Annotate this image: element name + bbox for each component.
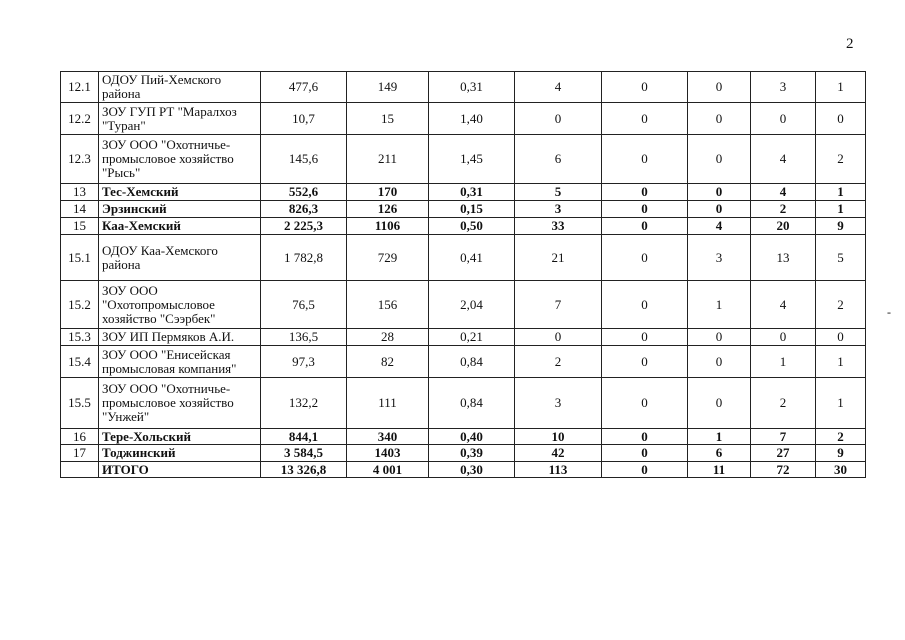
cell-name: ЗОУ ИП Пермяков А.И. — [99, 329, 261, 346]
cell-c1: 136,5 — [261, 329, 347, 346]
cell-c7: 2 — [751, 201, 816, 218]
cell-c6: 3 — [688, 235, 751, 281]
cell-c6: 1 — [688, 429, 751, 445]
cell-c3: 0,40 — [429, 429, 515, 445]
cell-name: ОДОУ Пий-Хемского района — [99, 72, 261, 103]
cell-c8: 0 — [816, 103, 866, 135]
cell-c1: 2 225,3 — [261, 218, 347, 235]
cell-c7: 27 — [751, 445, 816, 462]
cell-c8: 2 — [816, 281, 866, 329]
cell-num: 15.1 — [61, 235, 99, 281]
cell-name: ЗОУ ООО "Охотопромысловое хозяйство "Сээрбек" — [99, 281, 261, 329]
cell-c4: 10 — [515, 429, 602, 445]
cell-c5: 0 — [602, 72, 688, 103]
cell-name: ЗОУ ООО "Охотничье-промысловое хозяйство "Унжей" — [99, 378, 261, 429]
cell-c5: 0 — [602, 135, 688, 184]
cell-name: Тес-Хемский — [99, 184, 261, 201]
cell-c2: 729 — [347, 235, 429, 281]
cell-c5: 0 — [602, 445, 688, 462]
cell-c1: 97,3 — [261, 346, 347, 378]
cell-c3: 0,84 — [429, 346, 515, 378]
table-row — [61, 103, 866, 135]
table-row — [61, 346, 866, 378]
cell-c8: 9 — [816, 218, 866, 235]
cell-c1: 552,6 — [261, 184, 347, 201]
cell-c4: 7 — [515, 281, 602, 329]
cell-num: 15 — [61, 218, 99, 235]
cell-c3: 0,15 — [429, 201, 515, 218]
cell-num: 15.3 — [61, 329, 99, 346]
cell-c6: 0 — [688, 346, 751, 378]
cell-c5: 0 — [602, 235, 688, 281]
table-row — [61, 184, 866, 201]
cell-c1: 826,3 — [261, 201, 347, 218]
cell-c2: 156 — [347, 281, 429, 329]
cell-c2: 126 — [347, 201, 429, 218]
cell-c6: 0 — [688, 72, 751, 103]
cell-c1: 10,7 — [261, 103, 347, 135]
cell-c8: 1 — [816, 346, 866, 378]
cell-c3: 2,04 — [429, 281, 515, 329]
cell-num: 16 — [61, 429, 99, 445]
cell-c6: 6 — [688, 445, 751, 462]
cell-c4: 33 — [515, 218, 602, 235]
cell-c2: 111 — [347, 378, 429, 429]
table-row — [61, 235, 866, 281]
cell-c2: 170 — [347, 184, 429, 201]
table-row — [61, 429, 866, 445]
cell-c8: 5 — [816, 235, 866, 281]
cell-c3: 0,50 — [429, 218, 515, 235]
cell-c1: 477,6 — [261, 72, 347, 103]
cell-c3: 0,84 — [429, 378, 515, 429]
cell-c4: 0 — [515, 329, 602, 346]
cell-c1: 76,5 — [261, 281, 347, 329]
stray-mark: - — [887, 305, 891, 319]
cell-c7: 4 — [751, 281, 816, 329]
cell-num: 13 — [61, 184, 99, 201]
cell-c5: 0 — [602, 201, 688, 218]
cell-c2: 28 — [347, 329, 429, 346]
cell-c5: 0 — [602, 329, 688, 346]
cell-c5: 0 — [602, 281, 688, 329]
cell-name: ЗОУ ООО "Енисейская промысловая компания" — [99, 346, 261, 378]
cell-c4: 4 — [515, 72, 602, 103]
cell-c1: 3 584,5 — [261, 445, 347, 462]
cell-name: Тоджинский — [99, 445, 261, 462]
cell-c7: 0 — [751, 329, 816, 346]
table-row — [61, 445, 866, 462]
cell-c8: 2 — [816, 135, 866, 184]
cell-c7: 4 — [751, 184, 816, 201]
table-row — [61, 135, 866, 184]
cell-c1: 145,6 — [261, 135, 347, 184]
cell-c2: 340 — [347, 429, 429, 445]
cell-c6: 1 — [688, 281, 751, 329]
cell-num: 14 — [61, 201, 99, 218]
table-row — [61, 462, 866, 478]
cell-c3: 0,21 — [429, 329, 515, 346]
cell-c1: 1 782,8 — [261, 235, 347, 281]
cell-c5: 0 — [602, 218, 688, 235]
cell-c5: 0 — [602, 184, 688, 201]
cell-c3: 0,30 — [429, 462, 515, 478]
hunting-areas-table — [60, 71, 866, 478]
cell-c1: 13 326,8 — [261, 462, 347, 478]
cell-c8: 30 — [816, 462, 866, 478]
cell-c5: 0 — [602, 462, 688, 478]
cell-c2: 149 — [347, 72, 429, 103]
cell-c2: 82 — [347, 346, 429, 378]
cell-c4: 42 — [515, 445, 602, 462]
cell-c7: 0 — [751, 103, 816, 135]
cell-c2: 4 001 — [347, 462, 429, 478]
cell-num: 17 — [61, 445, 99, 462]
table-row — [61, 218, 866, 235]
cell-c4: 0 — [515, 103, 602, 135]
cell-c4: 21 — [515, 235, 602, 281]
table-row — [61, 72, 866, 103]
cell-c6: 0 — [688, 184, 751, 201]
cell-c3: 1,40 — [429, 103, 515, 135]
cell-c8: 1 — [816, 378, 866, 429]
cell-c2: 1106 — [347, 218, 429, 235]
cell-c2: 211 — [347, 135, 429, 184]
cell-c6: 0 — [688, 135, 751, 184]
cell-c7: 4 — [751, 135, 816, 184]
cell-c3: 0,39 — [429, 445, 515, 462]
cell-name: Эрзинский — [99, 201, 261, 218]
cell-c6: 4 — [688, 218, 751, 235]
cell-c8: 1 — [816, 72, 866, 103]
cell-num: 12.2 — [61, 103, 99, 135]
cell-c4: 2 — [515, 346, 602, 378]
cell-c5: 0 — [602, 346, 688, 378]
cell-c6: 11 — [688, 462, 751, 478]
cell-name: ЗОУ ГУП РТ "Маралхоз "Туран" — [99, 103, 261, 135]
cell-name: ИТОГО — [99, 462, 261, 478]
page-number: 2 — [846, 36, 854, 52]
cell-num: 15.4 — [61, 346, 99, 378]
table-row — [61, 329, 866, 346]
cell-c8: 1 — [816, 201, 866, 218]
cell-name: Тере-Хольский — [99, 429, 261, 445]
cell-c7: 13 — [751, 235, 816, 281]
cell-name: ОДОУ Каа-Хемского района — [99, 235, 261, 281]
table-row — [61, 281, 866, 329]
table-row — [61, 201, 866, 218]
cell-c7: 7 — [751, 429, 816, 445]
cell-c6: 0 — [688, 201, 751, 218]
cell-c4: 3 — [515, 378, 602, 429]
cell-c4: 3 — [515, 201, 602, 218]
cell-c7: 20 — [751, 218, 816, 235]
cell-c4: 5 — [515, 184, 602, 201]
cell-c5: 0 — [602, 103, 688, 135]
cell-c1: 132,2 — [261, 378, 347, 429]
cell-c5: 0 — [602, 429, 688, 445]
cell-name: Каа-Хемский — [99, 218, 261, 235]
cell-c6: 0 — [688, 378, 751, 429]
cell-c3: 0,31 — [429, 72, 515, 103]
cell-c8: 0 — [816, 329, 866, 346]
cell-c3: 1,45 — [429, 135, 515, 184]
cell-c6: 0 — [688, 103, 751, 135]
cell-c2: 1403 — [347, 445, 429, 462]
cell-c7: 2 — [751, 378, 816, 429]
cell-c8: 2 — [816, 429, 866, 445]
cell-c8: 9 — [816, 445, 866, 462]
cell-c3: 0,31 — [429, 184, 515, 201]
cell-c4: 6 — [515, 135, 602, 184]
cell-name: ЗОУ ООО "Охотничье-промысловое хозяйство "Рысь" — [99, 135, 261, 184]
cell-num: 12.3 — [61, 135, 99, 184]
cell-c7: 3 — [751, 72, 816, 103]
cell-c8: 1 — [816, 184, 866, 201]
cell-num — [61, 462, 99, 478]
table-body — [61, 72, 866, 478]
cell-c7: 72 — [751, 462, 816, 478]
cell-num: 12.1 — [61, 72, 99, 103]
cell-c4: 113 — [515, 462, 602, 478]
cell-num: 15.2 — [61, 281, 99, 329]
cell-c2: 15 — [347, 103, 429, 135]
table-row — [61, 378, 866, 429]
cell-c5: 0 — [602, 378, 688, 429]
cell-num: 15.5 — [61, 378, 99, 429]
cell-c7: 1 — [751, 346, 816, 378]
cell-c1: 844,1 — [261, 429, 347, 445]
cell-c6: 0 — [688, 329, 751, 346]
cell-c3: 0,41 — [429, 235, 515, 281]
